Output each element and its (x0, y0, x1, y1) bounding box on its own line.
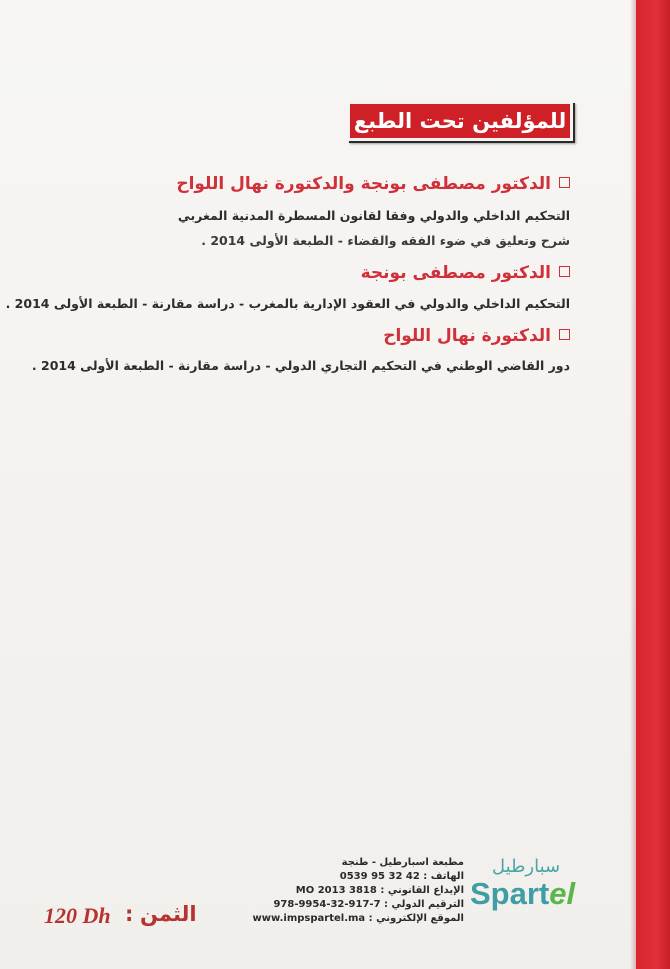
author-1-name: الدكتور مصطفى بونجة والدكتورة نهال اللواح (176, 174, 551, 194)
book-2-line-1: التحكيم الداخلي والدولي في العقود الإدارية بالمغرب - دراسة مقارنة - الطبعة الأولى 2014 . (5, 296, 570, 311)
checkbox-bullet-icon (559, 266, 570, 277)
price-value: 120 Dh (44, 903, 111, 928)
book-1-line-2: شرح وتعليق في ضوء الفقه والقضاء - الطبعة الأولى 2014 . (201, 233, 570, 248)
checkbox-bullet-icon (559, 177, 570, 188)
publisher-website: الموقع الإلكتروني : www.impspartel.ma (252, 913, 464, 924)
publisher-legal-deposit: الإيداع القانوني : 3818 MO 2013 (295, 885, 464, 896)
logo-prefix: Spart (470, 876, 550, 911)
checkbox-bullet-icon (559, 329, 570, 340)
forthcoming-title: للمؤلفين تحت الطبع (347, 101, 573, 141)
spartel-logo (470, 876, 575, 912)
publisher-name: مطبعة اسبارطيل - طنجة (341, 857, 464, 868)
book-3-line-1: دور القاضي الوطني في التحكيم التجاري الدولي - دراسة مقارنة - الطبعة الأولى 2014 . (31, 358, 570, 373)
author-3-name: الدكتورة نهال اللواح (383, 326, 551, 346)
price-label: الثمن (140, 902, 197, 926)
red-spine-band (636, 0, 670, 969)
publisher-phone: الهاتف : 42 32 95 0539 (339, 871, 464, 882)
author-2 (361, 263, 570, 283)
author-3 (383, 326, 570, 346)
publisher-isbn: الترقيم الدولي : 7-917-32-9954-978 (273, 899, 464, 910)
logo-suffix: el (549, 876, 576, 911)
price-separator: : (125, 902, 134, 926)
author-1 (176, 174, 570, 194)
author-2-name: الدكتور مصطفى بونجة (360, 263, 551, 283)
spartel-logo-arabic: سبارطيل (492, 856, 561, 877)
book-1-line-1: التحكيم الداخلي والدولي وفقا لقانون المسطرة المدنية المغربي (177, 208, 570, 223)
